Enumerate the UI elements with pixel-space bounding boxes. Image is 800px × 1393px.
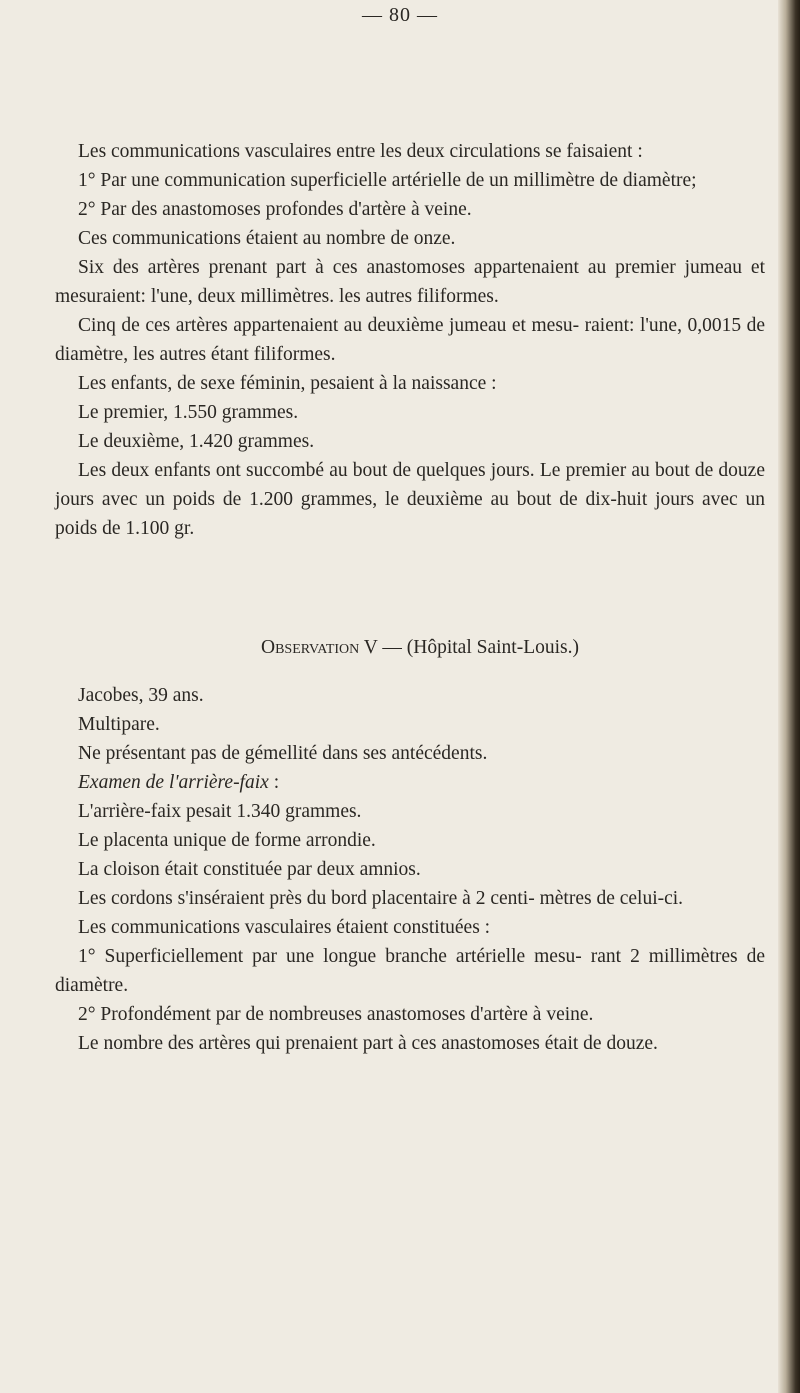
text-block-lower [55,681,765,1058]
paragraph: 2° Par des anastomoses profondes d'artère à veine. [78,199,472,220]
paragraph: Les communications vasculaires entre les deux circulations se faisaient : [78,141,643,162]
paragraph: 1° Superficiellement par une longue branche artérielle mesu- rant 2 millimètres de diamètre. [55,946,765,996]
patient-line: Multipare. [78,714,160,735]
paragraph: 2° Profondément par de nombreuses anastomoses d'artère à veine. [78,1004,594,1025]
exam-title: Examen de l'arrière-faix [78,772,269,793]
exam-suffix: : [268,772,280,793]
exam-heading [55,768,765,797]
paragraph: Le premier, 1.550 grammes. [78,402,299,423]
paragraph: Six des artères prenant part à ces anastomoses appartenaient au premier jumeau et mesuraient: l'une, deux millimètres. les autres filiformes. [55,257,765,307]
paragraph: Les deux enfants ont succombé au bout de quelques jours. Le premier au bout de douze jours avec un poids de 1.200 grammes, le deuxième au bout de dix-huit jours avec un poids de 1.100 gr. [55,460,765,539]
paragraph: 1° Par une communication superficielle artérielle de un millimètre de diamètre; [78,170,697,191]
paragraph: Cinq de ces artères appartenaient au deuxième jumeau et mesu- raient: l'une, 0,0015 de diamètre, les autres étant filiformes. [55,315,765,365]
paragraph: Les communications vasculaires étaient constituées : [78,917,491,938]
paragraph: Les cordons s'inséraient près du bord placentaire à 2 centi- mètres de celui-ci. [78,888,684,909]
text-block-upper [55,137,765,543]
paragraph: Ces communications étaient au nombre de onze. [78,228,456,249]
paragraph: Les enfants, de sexe féminin, pesaient à la naissance : [78,373,497,394]
paragraph: Le placenta unique de forme arrondie. [78,830,376,851]
page-edge-shadow [778,0,800,1393]
paragraph: Le nombre des artères qui prenaient part à ces anastomoses était de douze. [78,1033,658,1054]
observation-title: V — (Hôpital Saint-Louis.) [359,637,579,658]
paragraph: L'arrière-faix pesait 1.340 grammes. [78,801,362,822]
patient-line: Ne présentant pas de gémellité dans ses antécédents. [78,743,488,764]
page-number: — 80 — [362,4,438,26]
paragraph: La cloison était constituée par deux amnios. [78,859,421,880]
observation-heading [0,637,800,659]
patient-line: Jacobes, 39 ans. [78,685,204,706]
observation-label: Observation [260,637,360,658]
paragraph: Le deuxième, 1.420 grammes. [78,431,315,452]
